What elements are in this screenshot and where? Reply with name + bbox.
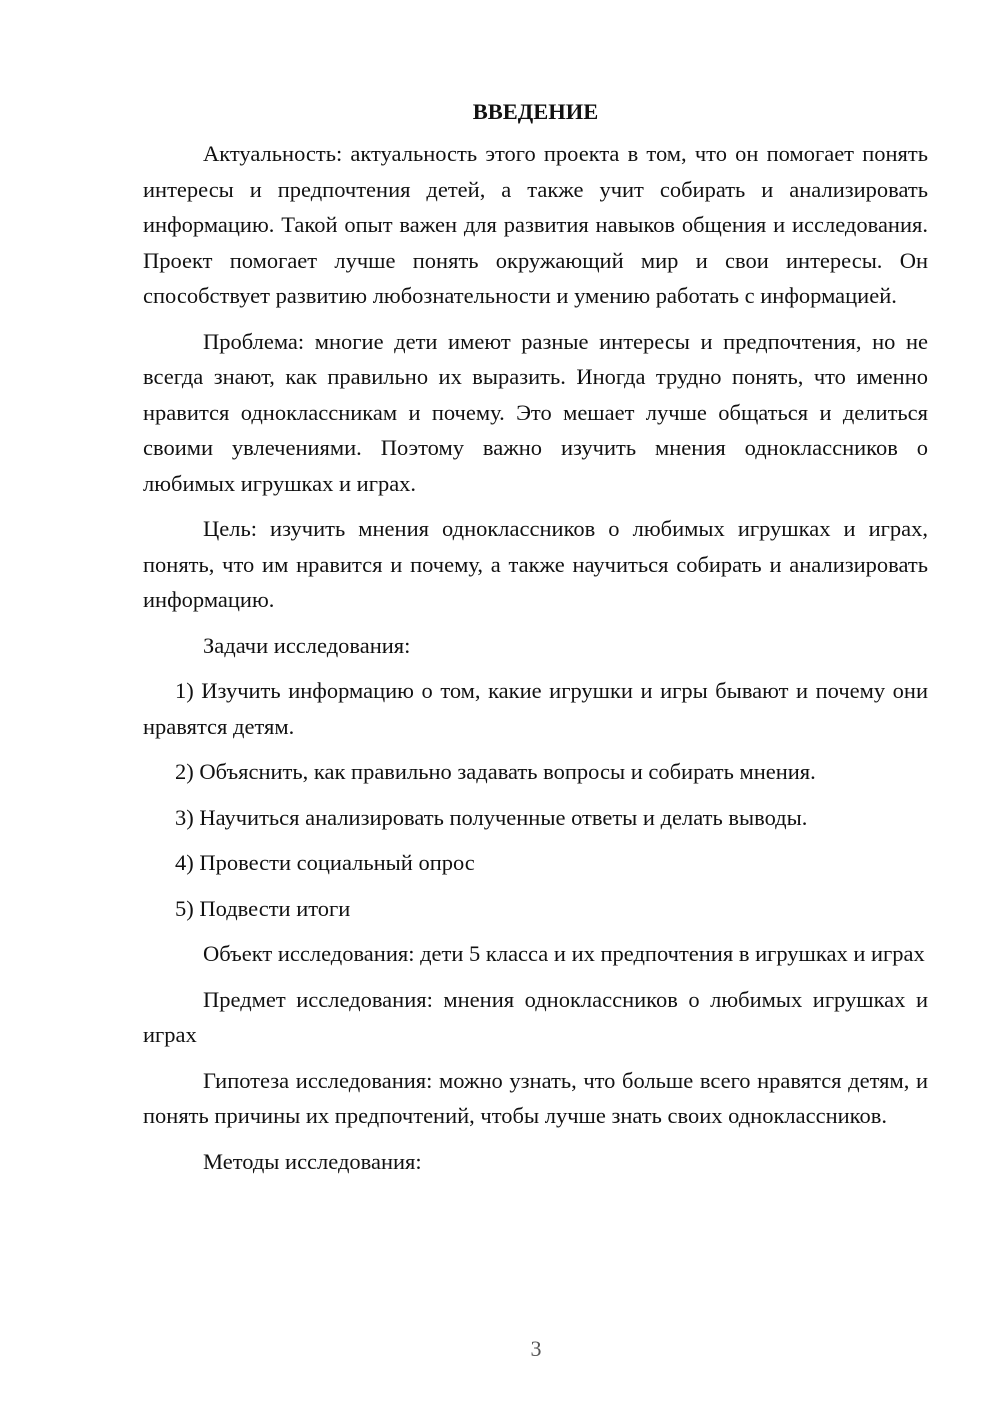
subject-paragraph: Предмет исследования: мнения одноклассников о любимых игрушках и играх bbox=[143, 986, 928, 1047]
task-item: 1) Изучить информацию о том, какие игрушки и игры бывают и почему они нравятся детям. bbox=[143, 678, 928, 739]
methods-label: Методы исследования: bbox=[203, 1148, 422, 1174]
task-item: 3) Научиться анализировать полученные ответы и делать выводы. bbox=[175, 804, 808, 830]
page-title: ВВЕДЕНИЕ bbox=[472, 99, 599, 124]
object-paragraph: Объект исследования: дети 5 класса и их предпочтения в игрушках и играх bbox=[203, 941, 925, 966]
goal-paragraph: Цель: изучить мнения одноклассников о любимых игрушках и играх, понять, что им нравится и почему, а также научиться собирать и анализировать информацию. bbox=[143, 516, 928, 612]
task-item: 5) Подвести итоги bbox=[175, 895, 351, 921]
task-item: 4) Провести социальный опрос bbox=[175, 850, 475, 875]
hypothesis-paragraph: Гипотеза исследования: можно узнать, что больше всего нравятся детям, и понять причины их предпочтений, чтобы лучше знать своих одноклассников. bbox=[143, 1067, 928, 1128]
task-item: 2) Объяснить, как правильно задавать вопросы и собирать мнения. bbox=[175, 759, 816, 784]
page-number: 3 bbox=[530, 1336, 542, 1361]
page-content bbox=[143, 98, 928, 1189]
tasks-label: Задачи исследования: bbox=[203, 632, 411, 658]
relevance-paragraph: Актуальность: актуальность этого проекта в том, что он помогает понять интересы и предпочтения детей, а также учит собирать и анализировать информацию. Такой опыт важен для развития навыков общения и исследования. Проект помогает лучше понять окружающий мир и свои интересы. Он способствует развитию любознательности и умению работать с информацией. bbox=[143, 141, 928, 308]
tasks-list bbox=[143, 673, 928, 926]
problem-paragraph: Проблема: многие дети имеют разные интересы и предпочтения, но не всегда знают, как правильно их выразить. Иногда трудно понять, что именно нравится одноклассникам и почему. Это мешает лучше общаться и делиться своими увлечениями. Поэтому важно изучить мнения одноклассников о любимых игрушках и играх. bbox=[143, 328, 928, 496]
